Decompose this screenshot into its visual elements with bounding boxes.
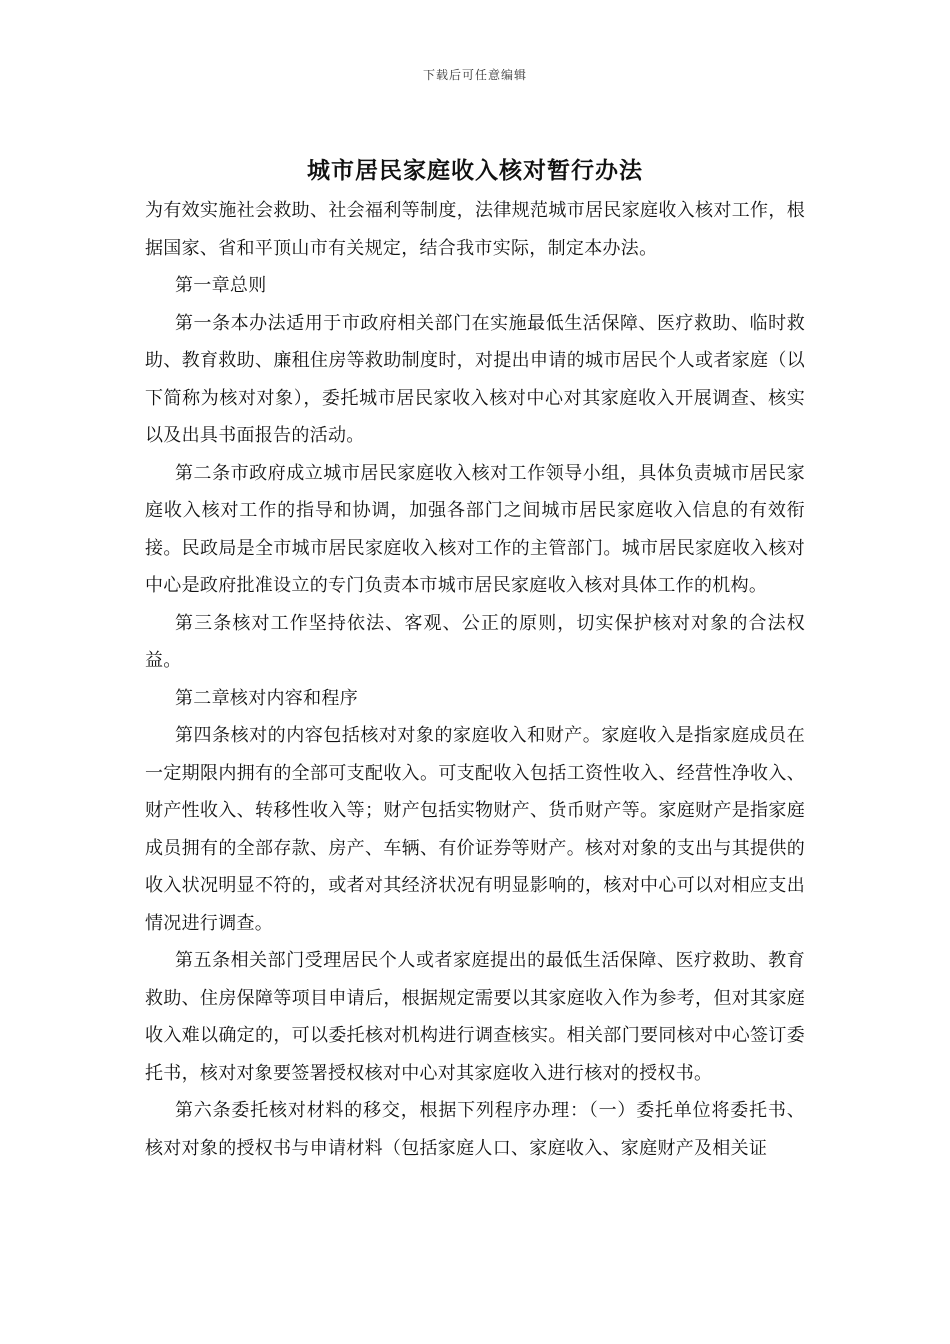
header-note: 下载后可任意编辑 bbox=[422, 68, 527, 82]
document-body bbox=[145, 192, 805, 1167]
chapter-heading: 第二章核对内容和程序 bbox=[175, 687, 358, 709]
intro-paragraph: 为有效实施社会救助、社会福利等制度，法律规范城市居民家庭收入核对工作，根据国家、省和平顶山市有关规定，结合我市实际，制定本办法。 bbox=[145, 200, 805, 259]
article-paragraph: 第一条本办法适用于市政府相关部门在实施最低生活保障、医疗救助、临时救助、教育救助、廉租住房等救助制度时，对提出申请的城市居民个人或者家庭（以下简称为核对对象），委托城市居民家收入核对中心对其家庭收入开展调查、核实以及出具书面报告的活动。 bbox=[145, 312, 805, 446]
article-paragraph: 第六条委托核对材料的移交，根据下列程序办理：（一）委托单位将委托书、核对对象的授权书与申请材料（包括家庭人口、家庭收入、家庭财产及相关证 bbox=[145, 1100, 805, 1159]
document-title: 城市居民家庭收入核对暂行办法 bbox=[307, 157, 643, 184]
article-paragraph: 第二条市政府成立城市居民家庭收入核对工作领导小组，具体负责城市居民家庭收入核对工作的指导和协调，加强各部门之间城市居民家庭收入信息的有效衔接。民政局是全市城市居民家庭收入核对工作的主管部门。城市居民家庭收入核对中心是政府批准设立的专门负责本市城市居民家庭收入核对具体工作的机构。 bbox=[145, 462, 805, 596]
chapter-heading: 第一章总则 bbox=[175, 275, 267, 296]
article-paragraph: 第五条相关部门受理居民个人或者家庭提出的最低生活保障、医疗救助、教育救助、住房保障等项目申请后，根据规定需要以其家庭收入作为参考，但对其家庭收入难以确定的，可以委托核对机构进行调查核实。相关部门要同核对中心签订委托书，核对对象要签署授权核对中心对其家庭收入进行核对的授权书。 bbox=[145, 950, 805, 1084]
article-paragraph: 第四条核对的内容包括核对对象的家庭收入和财产。家庭收入是指家庭成员在一定期限内拥有的全部可支配收入。可支配收入包括工资性收入、经营性净收入、财产性收入、转移性收入等；财产包括实物财产、货币财产等。家庭财产是指家庭成员拥有的全部存款、房产、车辆、有价证券等财产。核对对象的支出与其提供的收入状况明显不符的，或者对其经济状况有明显影响的，核对中心可以对相应支出情况进行调查。 bbox=[145, 725, 805, 934]
article-paragraph: 第三条核对工作坚持依法、客观、公正的原则，切实保护核对对象的合法权益。 bbox=[145, 612, 805, 671]
